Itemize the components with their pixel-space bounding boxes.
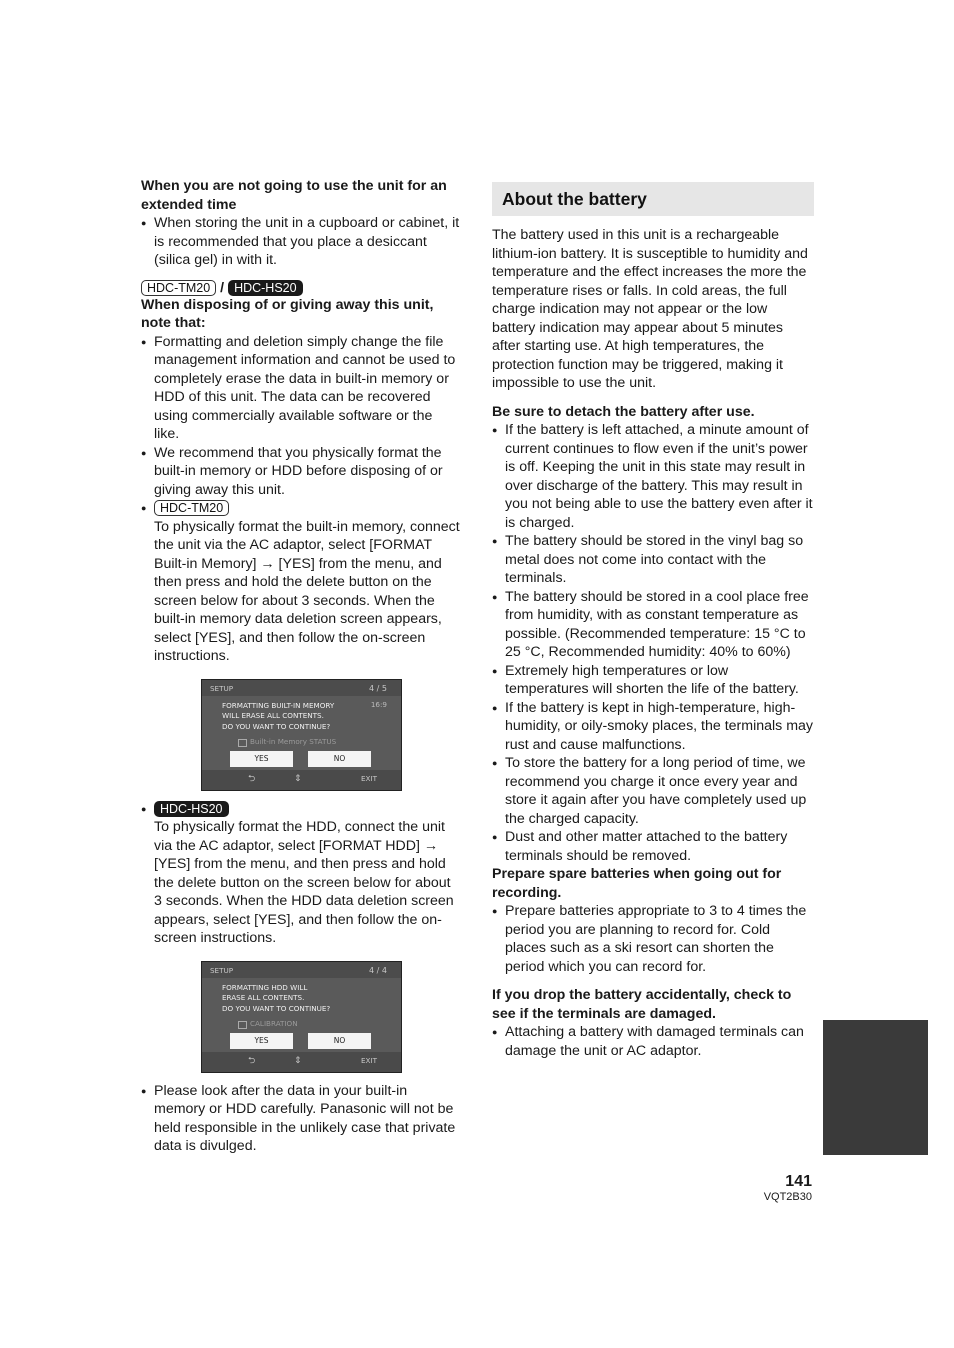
screen-message-line-3: DO YOU WANT TO CONTINUE?	[222, 1003, 331, 1013]
screen-header: SETUP	[210, 965, 234, 975]
detach-heading: Be sure to detach the battery after use.	[492, 403, 755, 420]
spare-bullet: ● Prepare batteries appropriate to 3 to 4 times the period you are planning to record for. Cold places such as a ski resort can shorten the period which you can record for.	[492, 902, 814, 976]
model-tags	[141, 280, 461, 296]
yes-button[interactable]: YES	[230, 1033, 293, 1049]
screen-message-line-2: WILL ERASE ALL CONTENTS.	[222, 711, 324, 720]
model-tag-hs20-2: HDC-HS20	[154, 801, 229, 817]
detach-bullet: ● The battery should be stored in a cool place free from humidity, with as constant temperature as possible. (Recommended temperature: 15 °C to 25 °C, Recommended humidity: 40% to 60%)	[492, 588, 814, 662]
back-icon[interactable]: ⮌	[248, 1056, 256, 1066]
drop-heading: If you drop the battery accidentally, check to see if the terminals are damaged.	[492, 987, 792, 1022]
model-tag-hs20: HDC-HS20	[228, 280, 303, 296]
screen-message-line-2: ERASE ALL CONTENTS.	[222, 993, 305, 1002]
screen-aspect: 16:9	[370, 699, 387, 709]
page-number: 141	[785, 1173, 812, 1190]
screen-menu-item: CALIBRATION	[250, 1018, 298, 1028]
detach-bullet: ● If the battery is kept in high-temperature, high-humidity, or oily-smoky places, the terminals may rust and cause malfunctions.	[492, 699, 814, 755]
back-icon[interactable]: ⮌	[248, 774, 256, 784]
detach-bullet: ● If the battery is left attached, a minute amount of current continues to flow even if the unit’s power is off. Keeping the unit in this state may result in over discharge of the battery. This may result in you not being able to use the battery even after it is charged.	[492, 421, 814, 532]
dispose-bullet-2: ● We recommend that you physically format the built-in memory or HDD before disposing of or giving away this unit.	[141, 444, 461, 500]
drop-bullet: ● Attaching a battery with damaged terminals can damage the unit or AC adaptor.	[492, 1023, 814, 1060]
detach-bullet: ● Dust and other matter attached to the battery terminals should be removed.	[492, 828, 814, 865]
screen-page: 4 / 5	[369, 683, 387, 693]
format-hdd-screen	[201, 961, 402, 1073]
delete-icon[interactable]: ⇕	[294, 774, 302, 784]
right-column	[492, 182, 814, 1060]
battery-intro: The battery used in this unit is a rechargeable lithium-ion battery. It is susceptible to humidity and temperature and the effect increases the more the temperature rises or falls. In cold areas, the full charge indication may not appear or the low battery indication may appear about 5 minutes after starting use. At high temperatures, the protection function may be triggered, making it impossible to use the unit.	[492, 227, 808, 391]
tm20-bullet	[141, 499, 461, 666]
calibration-icon	[238, 1021, 247, 1029]
screen-message	[222, 983, 330, 1015]
section-title: About the battery	[492, 182, 814, 216]
exit-button[interactable]: EXIT	[361, 1056, 377, 1065]
no-button[interactable]: NO	[308, 1033, 371, 1049]
exit-button[interactable]: EXIT	[361, 774, 377, 783]
model-tag-tm20-2: HDC-TM20	[154, 500, 229, 516]
side-tab	[823, 1020, 928, 1155]
final-bullet: ● Please look after the data in your built-in memory or HDD carefully. Panasonic will not be held responsible in the unlikely case that private data is divulged.	[141, 1082, 461, 1156]
screen-message-line-1: FORMATTING BUILT-IN MEMORY	[222, 700, 335, 710]
screen-message	[222, 701, 334, 733]
detach-bullet: ● The battery should be stored in the vinyl bag so metal does not come into contact with the terminals.	[492, 532, 814, 588]
storage-bullet: ● When storing the unit in a cupboard or cabinet, it is recommended that you place a desiccant (silica gel) in with it.	[141, 214, 461, 270]
hs20-bullet	[141, 800, 461, 948]
model-tag-tm20: HDC-TM20	[141, 280, 216, 296]
yes-button[interactable]: YES	[230, 751, 293, 767]
delete-icon[interactable]: ⇕	[294, 1056, 302, 1066]
screen-menu-item: Built-in Memory STATUS	[250, 736, 337, 746]
no-button[interactable]: NO	[308, 751, 371, 767]
detach-bullet: ● To store the battery for a long period of time, we recommend you charge it once every year and store it again after you have completely used up the charged capacity.	[492, 754, 814, 828]
model-separator: /	[220, 279, 225, 296]
hs20-instructions: To physically format the HDD, connect the unit via the AC adaptor, select [FORMAT HDD] → [YES] from the menu, and then press and hold the delete button on the screen below for about 3 seconds. When the HDD data deletion screen appears, select [YES], and then follow the on-screen instructions.	[154, 819, 454, 946]
dispose-heading: When disposing of or giving away this unit, note that:	[141, 296, 434, 331]
dispose-bullet-1: ● Formatting and deletion simply change the file management information and cannot be used to completely erase the data in built-in memory or HDD of this unit. The data can be recovered using commercially available software or the like.	[141, 333, 461, 444]
screen-message-line-3: DO YOU WANT TO CONTINUE?	[222, 721, 331, 731]
screen-page: 4 / 4	[369, 965, 387, 975]
doc-code: VQT2B30	[763, 1191, 812, 1203]
storage-heading: When you are not going to use the unit for an extended time	[141, 178, 447, 213]
detach-bullet: ● Extremely high temperatures or low temperatures will shorten the life of the battery.	[492, 662, 814, 699]
tm20-instructions: To physically format the built-in memory, connect the unit via the AC adaptor, select [FORMAT Built-in Memory] → [YES] from the menu, and then press and hold the delete button on the screen below for about 3 seconds. When the built-in memory data deletion screen appears, select [YES], and then follow the on-screen instructions.	[154, 518, 460, 664]
screen-message-line-1: FORMATTING HDD WILL	[222, 982, 308, 992]
format-memory-screen	[201, 679, 402, 791]
screen-header: SETUP	[210, 683, 234, 693]
spare-heading: Prepare spare batteries when going out for recording.	[492, 866, 782, 901]
left-column	[141, 177, 461, 1156]
memory-icon	[238, 739, 247, 747]
